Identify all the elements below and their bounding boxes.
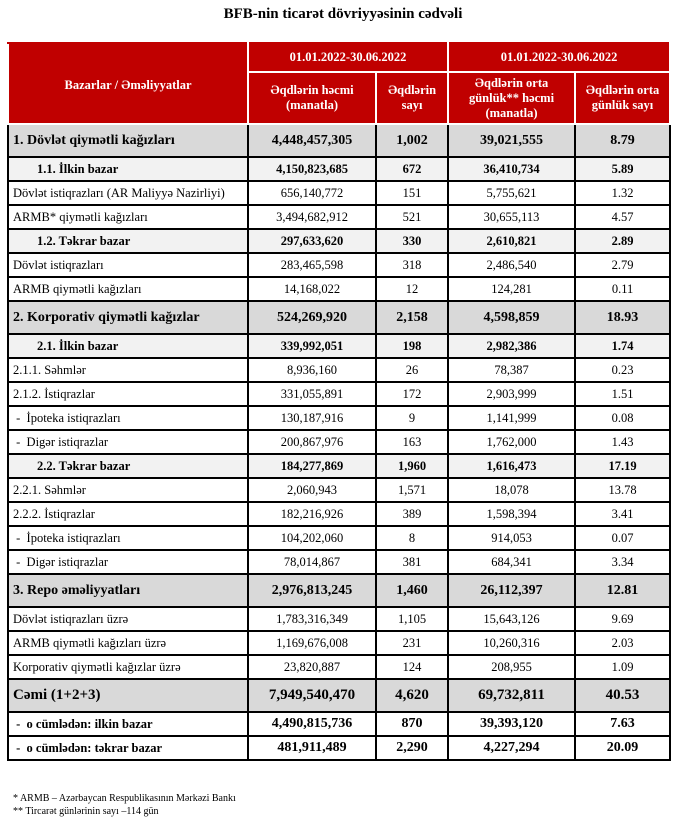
count-cell: 330	[376, 229, 448, 253]
avg-volume-cell: 26,112,397	[448, 574, 575, 607]
table-row	[8, 607, 670, 631]
table-row	[8, 229, 670, 253]
count-cell: 1,105	[376, 607, 448, 631]
volume-cell: 4,490,815,736	[248, 712, 376, 736]
volume-cell: 23,820,887	[248, 655, 376, 679]
volume-cell: 14,168,022	[248, 277, 376, 301]
avg-count-cell: 0.08	[575, 406, 670, 430]
volume-cell: 130,187,916	[248, 406, 376, 430]
count-cell: 198	[376, 334, 448, 358]
avg-volume-cell: 39,021,555	[448, 124, 575, 157]
table-row	[8, 454, 670, 478]
row-label: Dövlət istiqrazları (AR Maliyyə Nazirliyi)	[8, 181, 248, 205]
avg-count-cell: 5.89	[575, 157, 670, 181]
avg-count-cell: 17.19	[575, 454, 670, 478]
table-row	[8, 382, 670, 406]
header-avg-count: Əqdlərin orta günlük sayı	[575, 72, 670, 124]
avg-count-cell: 7.63	[575, 712, 670, 736]
avg-volume-cell: 30,655,113	[448, 205, 575, 229]
avg-count-cell: 2.03	[575, 631, 670, 655]
volume-cell: 2,060,943	[248, 478, 376, 502]
count-cell: 9	[376, 406, 448, 430]
avg-count-cell: 12.81	[575, 574, 670, 607]
footnote-trading-days: ** Tircarət günlərinin sayı –114 gün	[13, 806, 159, 817]
avg-volume-cell: 78,387	[448, 358, 575, 382]
table-row	[8, 712, 670, 736]
table-row	[8, 277, 670, 301]
volume-cell: 2,976,813,245	[248, 574, 376, 607]
trading-turnover-table	[7, 42, 671, 761]
avg-count-cell: 0.23	[575, 358, 670, 382]
avg-volume-cell: 1,762,000	[448, 430, 575, 454]
avg-volume-cell: 69,732,811	[448, 679, 575, 712]
count-cell: 1,571	[376, 478, 448, 502]
avg-volume-cell: 684,341	[448, 550, 575, 574]
table-row	[8, 679, 670, 712]
row-label: - İpoteka istiqrazları	[8, 406, 248, 430]
header-avg-volume: Əqdlərin orta günlük** həcmi (manatla)	[448, 72, 575, 124]
row-label: ARMB qiymətli kağızları üzrə	[8, 631, 248, 655]
row-label: 1. Dövlət qiymətli kağızları	[8, 124, 248, 157]
volume-cell: 331,055,891	[248, 382, 376, 406]
volume-cell: 104,202,060	[248, 526, 376, 550]
volume-cell: 200,867,976	[248, 430, 376, 454]
avg-count-cell: 4.57	[575, 205, 670, 229]
footnote-armb: * ARMB – Azərbaycan Respublikasının Mərkəzi Bankı	[13, 793, 236, 804]
row-label: Dövlət istiqrazları	[8, 253, 248, 277]
row-label: Dövlət istiqrazları üzrə	[8, 607, 248, 631]
volume-cell: 656,140,772	[248, 181, 376, 205]
row-label: ARMB qiymətli kağızları	[8, 277, 248, 301]
row-label: ARMB* qiymətli kağızları	[8, 205, 248, 229]
volume-cell: 4,448,457,305	[248, 124, 376, 157]
avg-count-cell: 0.07	[575, 526, 670, 550]
avg-volume-cell: 4,227,294	[448, 736, 575, 760]
volume-cell: 7,949,540,470	[248, 679, 376, 712]
table-row	[8, 526, 670, 550]
avg-volume-cell: 1,616,473	[448, 454, 575, 478]
count-cell: 318	[376, 253, 448, 277]
count-cell: 1,960	[376, 454, 448, 478]
table-row	[8, 157, 670, 181]
volume-cell: 283,465,598	[248, 253, 376, 277]
count-cell: 389	[376, 502, 448, 526]
count-cell: 870	[376, 712, 448, 736]
row-label: Cəmi (1+2+3)	[8, 679, 248, 712]
row-label: 2.1. İlkin bazar	[8, 334, 248, 358]
row-label: - Digər istiqrazlar	[8, 430, 248, 454]
row-label: - Digər istiqrazlar	[8, 550, 248, 574]
avg-volume-cell: 15,643,126	[448, 607, 575, 631]
volume-cell: 184,277,869	[248, 454, 376, 478]
count-cell: 672	[376, 157, 448, 181]
volume-cell: 182,216,926	[248, 502, 376, 526]
page-title: BFB-nin ticarət dövriyyəsinin cədvəli	[223, 6, 463, 22]
avg-count-cell: 1.51	[575, 382, 670, 406]
avg-count-cell: 9.69	[575, 607, 670, 631]
row-label: 2.2. Təkrar bazar	[8, 454, 248, 478]
count-cell: 521	[376, 205, 448, 229]
row-label: Korporativ qiymətli kağızlar üzrə	[8, 655, 248, 679]
avg-count-cell: 0.11	[575, 277, 670, 301]
volume-cell: 78,014,867	[248, 550, 376, 574]
avg-count-cell: 40.53	[575, 679, 670, 712]
avg-volume-cell: 39,393,120	[448, 712, 575, 736]
avg-volume-cell: 208,955	[448, 655, 575, 679]
table-row	[8, 301, 670, 334]
table-row	[8, 124, 670, 157]
row-label: - İpoteka istiqrazları	[8, 526, 248, 550]
avg-count-cell: 3.41	[575, 502, 670, 526]
table-row	[8, 358, 670, 382]
count-cell: 2,290	[376, 736, 448, 760]
avg-count-cell: 1.43	[575, 430, 670, 454]
table-row	[8, 655, 670, 679]
count-cell: 4,620	[376, 679, 448, 712]
table-row	[8, 334, 670, 358]
count-cell: 2,158	[376, 301, 448, 334]
row-label: 1.1. İlkin bazar	[8, 157, 248, 181]
header-markets: Bazarlar / Əməliyyatlar	[8, 43, 248, 124]
row-label: 2.2.2. İstiqrazlar	[8, 502, 248, 526]
avg-volume-cell: 124,281	[448, 277, 575, 301]
avg-volume-cell: 5,755,621	[448, 181, 575, 205]
count-cell: 8	[376, 526, 448, 550]
avg-volume-cell: 36,410,734	[448, 157, 575, 181]
volume-cell: 8,936,160	[248, 358, 376, 382]
volume-cell: 297,633,620	[248, 229, 376, 253]
avg-count-cell: 2.79	[575, 253, 670, 277]
avg-count-cell: 2.89	[575, 229, 670, 253]
avg-count-cell: 1.74	[575, 334, 670, 358]
count-cell: 26	[376, 358, 448, 382]
volume-cell: 481,911,489	[248, 736, 376, 760]
table-row	[8, 253, 670, 277]
avg-volume-cell: 2,903,999	[448, 382, 575, 406]
row-label: - o cümlədən: təkrar bazar	[8, 736, 248, 760]
avg-count-cell: 1.32	[575, 181, 670, 205]
avg-volume-cell: 2,486,540	[448, 253, 575, 277]
avg-volume-cell: 1,598,394	[448, 502, 575, 526]
avg-count-cell: 18.93	[575, 301, 670, 334]
count-cell: 151	[376, 181, 448, 205]
header-count: Əqdlərin sayı	[376, 72, 448, 124]
count-cell: 1,002	[376, 124, 448, 157]
avg-volume-cell: 2,982,386	[448, 334, 575, 358]
volume-cell: 1,169,676,008	[248, 631, 376, 655]
avg-volume-cell: 18,078	[448, 478, 575, 502]
avg-volume-cell: 10,260,316	[448, 631, 575, 655]
table-row	[8, 631, 670, 655]
row-label: 1.2. Təkrar bazar	[8, 229, 248, 253]
count-cell: 124	[376, 655, 448, 679]
table-body	[8, 124, 670, 760]
volume-cell: 3,494,682,912	[248, 205, 376, 229]
table-row	[8, 205, 670, 229]
row-label: 2.2.1. Səhmlər	[8, 478, 248, 502]
table-row	[8, 550, 670, 574]
avg-volume-cell: 1,141,999	[448, 406, 575, 430]
table-row	[8, 430, 670, 454]
row-label: - o cümlədən: ilkin bazar	[8, 712, 248, 736]
table-row	[8, 406, 670, 430]
row-label: 2. Korporativ qiymətli kağızlar	[8, 301, 248, 334]
avg-count-cell: 8.79	[575, 124, 670, 157]
row-label: 2.1.1. Səhmlər	[8, 358, 248, 382]
count-cell: 12	[376, 277, 448, 301]
volume-cell: 4,150,823,685	[248, 157, 376, 181]
count-cell: 231	[376, 631, 448, 655]
count-cell: 1,460	[376, 574, 448, 607]
count-cell: 163	[376, 430, 448, 454]
table-row	[8, 502, 670, 526]
header-period-2: 01.01.2022-30.06.2022	[448, 43, 670, 72]
avg-count-cell: 20.09	[575, 736, 670, 760]
table-row	[8, 181, 670, 205]
table-row	[8, 574, 670, 607]
volume-cell: 1,783,316,349	[248, 607, 376, 631]
table-row	[8, 736, 670, 760]
volume-cell: 524,269,920	[248, 301, 376, 334]
count-cell: 172	[376, 382, 448, 406]
avg-count-cell: 13.78	[575, 478, 670, 502]
avg-volume-cell: 2,610,821	[448, 229, 575, 253]
avg-count-cell: 3.34	[575, 550, 670, 574]
avg-volume-cell: 914,053	[448, 526, 575, 550]
count-cell: 381	[376, 550, 448, 574]
header-period-1: 01.01.2022-30.06.2022	[248, 43, 448, 72]
avg-volume-cell: 4,598,859	[448, 301, 575, 334]
table-row	[8, 478, 670, 502]
row-label: 3. Repo əməliyyatları	[8, 574, 248, 607]
row-label: 2.1.2. İstiqrazlar	[8, 382, 248, 406]
header-volume: Əqdlərin həcmi (manatla)	[248, 72, 376, 124]
avg-count-cell: 1.09	[575, 655, 670, 679]
volume-cell: 339,992,051	[248, 334, 376, 358]
